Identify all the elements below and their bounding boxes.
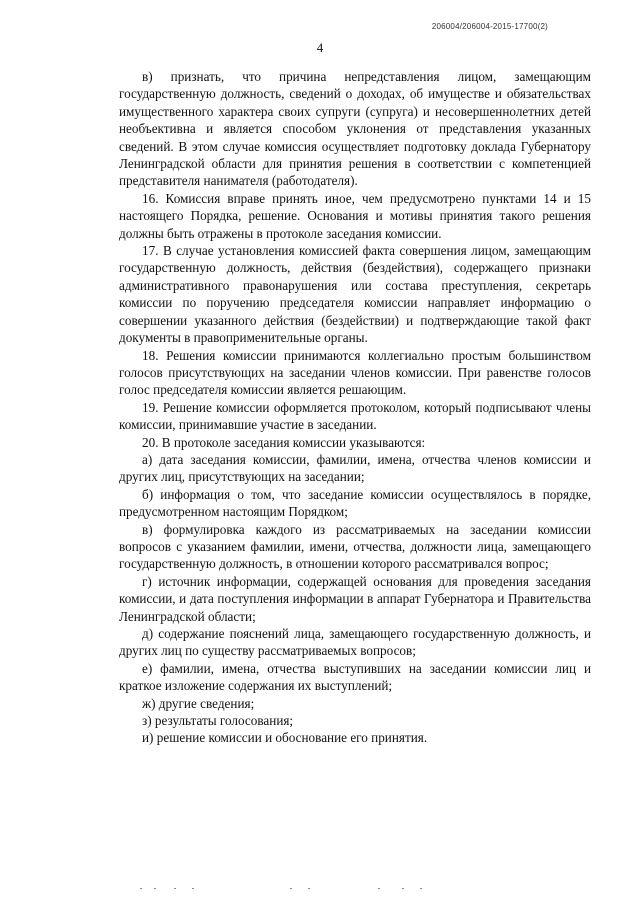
document-reference: 206004/206004-2015-17700(2) xyxy=(431,22,548,31)
page-number: 4 xyxy=(316,40,324,55)
paragraph-15v: в) признать, что причина непредставления лицом, замещающим государственную должность, сведений о доходах, об имуществе и обязательствах имущественного характера своих супруги (супруга) и несовершеннолетних детей необъективна и является способом уклонения от представления указанных сведений. В этом случае комиссия осуществляет подготовку доклада Губернатору Ленинградской области для принятия решения в соответствии с компетенцией представителя нанимателя (работодателя). xyxy=(119,69,591,189)
list-item-a: а) дата заседания комиссии, фамилии, имена, отчества членов комиссии и других лиц, присутствующих на заседании; xyxy=(119,451,591,485)
list-item-v: в) формулировка каждого из рассматриваемых на заседании комиссии вопросов с указанием фамилии, имени, отчества, должности лица, замещающего государственную должность, в отношении которого рассматривался вопрос; xyxy=(119,521,591,572)
list-item-i: и) решение комиссии и обоснование его принятия. xyxy=(142,730,428,746)
paragraph-20: 20. В протоколе заседания комиссии указываются: xyxy=(142,434,426,450)
document-body xyxy=(119,68,591,747)
paragraph-16: 16. Комиссия вправе принять иное, чем предусмотрено пунктами 14 и 15 настоящего Порядка, решение. Основания и мотивы принятия такого решения должны быть отражены в протоколе заседания комиссии. xyxy=(119,190,591,241)
list-item-zh: ж) другие сведения; xyxy=(142,695,255,711)
scan-specks xyxy=(140,888,440,894)
paragraph-18: 18. Решения комиссии принимаются коллегиально простым большинством голосов присутствующих на заседании членов комиссии. При равенстве голосов голос председателя комиссии является решающим. xyxy=(119,347,591,398)
list-item-b: б) информация о том, что заседание комиссии осуществлялось в порядке, предусмотренном настоящим Порядком; xyxy=(119,486,591,520)
paragraph-17: 17. В случае установления комиссией факта совершения лицом, замещающим государственную должность, действия (бездействия), содержащего признаки административного правонарушения или состава преступления, секретарь комиссии по поручению председателя комиссии направляет информацию о совершении указанного действия (бездействии) и подтверждающие такой факт документы в правоприменительные органы. xyxy=(119,243,591,346)
paragraph-19: 19. Решение комиссии оформляется протоколом, который подписывают члены комиссии, принимавшие участие в заседании. xyxy=(119,399,591,433)
list-item-z: з) результаты голосования; xyxy=(142,713,294,729)
list-item-d: д) содержание пояснений лица, замещающего государственную должность, и других лиц по существу рассматриваемых вопросов; xyxy=(119,626,591,659)
list-item-g: г) источник информации, содержащей основания для проведения заседания комиссии, и дата поступления информации в аппарат Губернатора и Правительства Ленинградской области; xyxy=(119,573,591,624)
list-item-e: е) фамилии, имена, отчества выступивших на заседании комиссии лиц и краткое изложение содержания их выступлений; xyxy=(119,660,591,694)
